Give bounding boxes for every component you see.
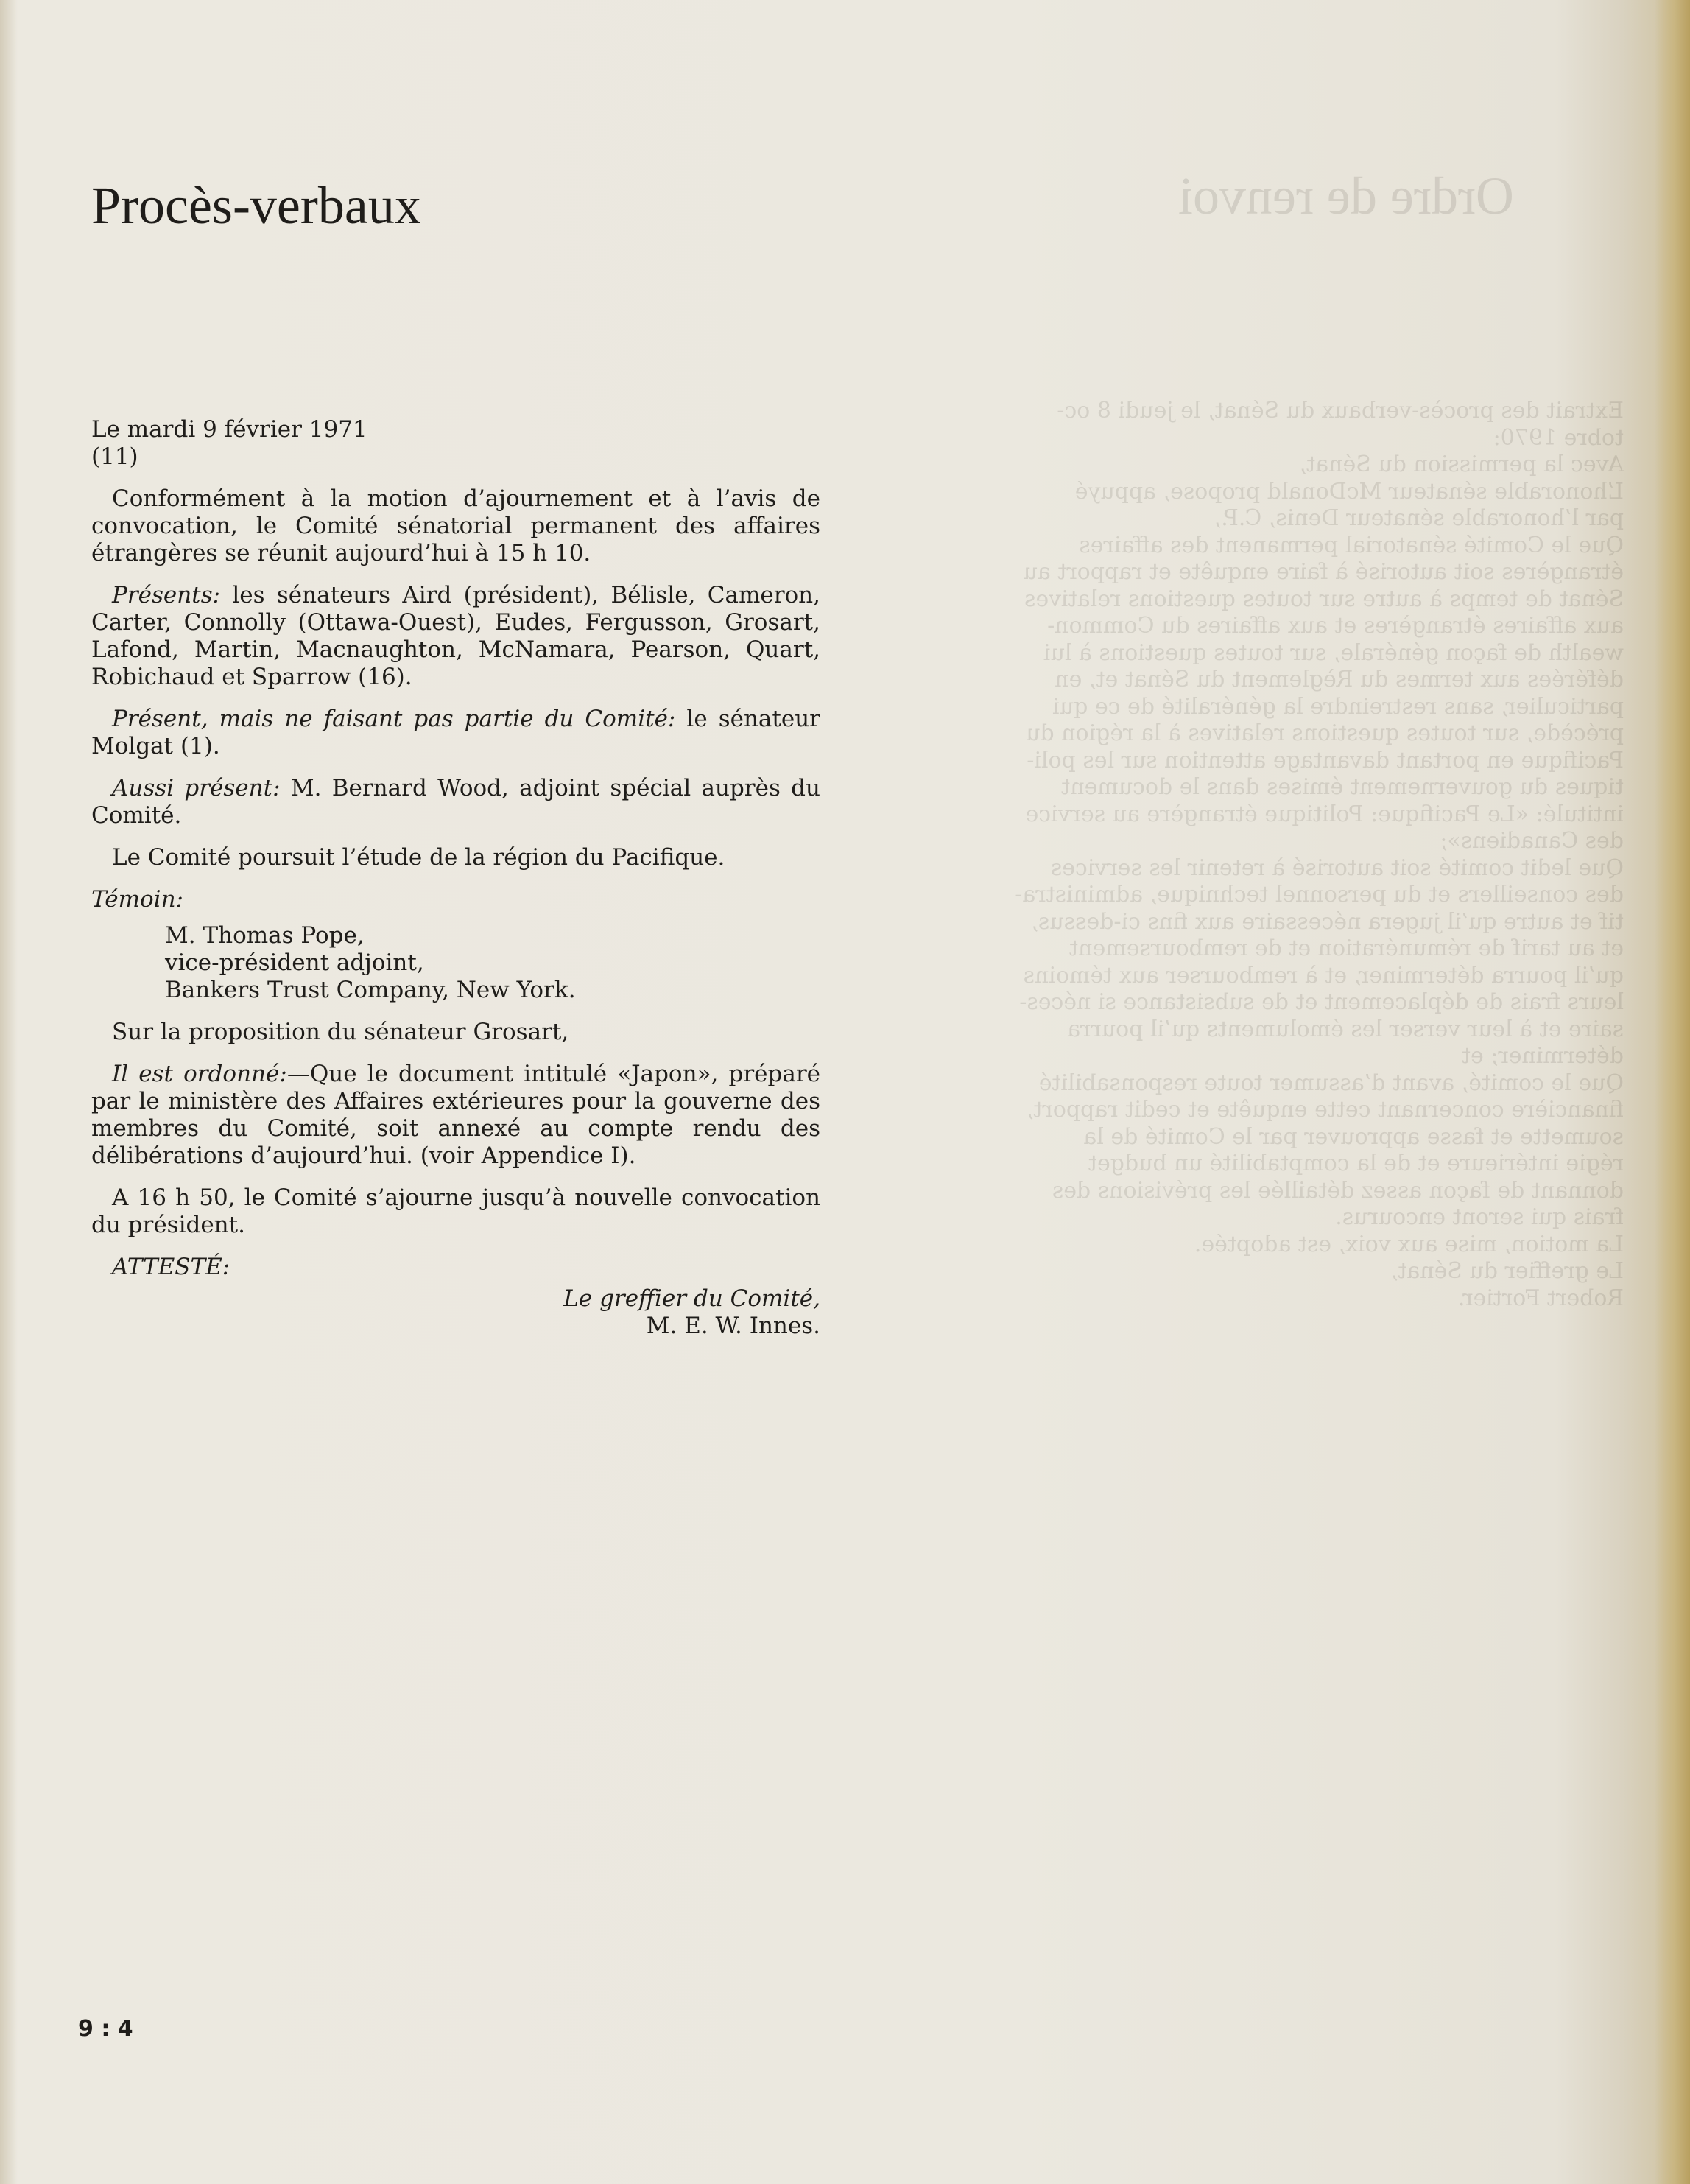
- meeting-number: (11): [91, 443, 138, 470]
- bleed-through-line: Que le Comité sénatorial permanent des affaires: [1079, 532, 1624, 558]
- bleed-through-line: tif et autre qu’il jugera nécessaire aux fins ci-dessus,: [1031, 908, 1624, 935]
- bleed-through-line: L’honorable sénateur McDonald propose, appuyé: [1074, 478, 1624, 505]
- order-paragraph: [91, 1061, 820, 1170]
- non-member-text: le sénateur Molgat (1).: [91, 706, 821, 759]
- bleed-through-line: leurs frais de déplacement et de subsistance si néces-: [1019, 989, 1624, 1015]
- bleed-through-line: financière concernant cette enquête et cedit rapport,: [1026, 1097, 1624, 1123]
- bleed-through-line: tobre 1970:: [1493, 424, 1624, 451]
- bleed-through-line: régie intérieure et de la comptabilité un budget: [1088, 1151, 1624, 1176]
- attest-label: ATTESTÉ:: [112, 1254, 230, 1280]
- bleed-through-line: particulier, sans restreindre la généralité de ce qui: [1052, 693, 1624, 720]
- bleed-through-line: qu’il pourra déterminer, et à rembourser aux témoins: [1023, 962, 1624, 989]
- bleed-through-line: déterminer; et: [1461, 1043, 1624, 1069]
- non-member-paragraph: [91, 706, 820, 760]
- witness-org: Bankers Trust Company, New York.: [165, 977, 576, 1003]
- page-title: Procès-verbaux: [91, 176, 421, 235]
- order-text: —Que le document intitulé «Japon», préparé par le ministère des Affaires extérieures pour la gouverne des membres du Comité, soit annexé au compte rendu des délibérations d’aujourd’hui. (voir Appendice I).: [91, 1061, 821, 1169]
- meeting-date: Le mardi 9 février 1971: [91, 416, 367, 443]
- order-label: Il est ordonné:: [112, 1061, 287, 1087]
- study-paragraph: Le Comité poursuit l’étude de la région du Pacifique.: [112, 844, 725, 871]
- bleed-through-line: déférées aux termes du Règlement du Sénat et, en: [1055, 667, 1624, 692]
- bleed-through-line: La motion, mise aux voix, est adoptée.: [1194, 1231, 1624, 1257]
- bleed-through-line: frais qui seront encourus.: [1335, 1204, 1624, 1230]
- non-member-label: Présent, mais ne faisant pas partie du Comité:: [112, 706, 676, 732]
- witness-label: Témoin:: [91, 886, 183, 913]
- bleed-through-line: soumette et fasse approuver par le Comité de la: [1083, 1123, 1624, 1150]
- bleed-through-line: Que le comité, avant d’assumer toute responsabilité: [1038, 1070, 1624, 1096]
- signature-block: [91, 1285, 820, 1340]
- bleed-through-line: des Canadiens»;: [1440, 828, 1624, 854]
- also-present-paragraph: [91, 775, 820, 829]
- bleed-through-line: Sénat de temps à autre sur toutes questions relatives: [1024, 586, 1624, 612]
- witness-title: vice-président adjoint,: [165, 949, 424, 976]
- clerk-title: Le greffier du Comité,: [563, 1285, 820, 1312]
- witness-name: M. Thomas Pope,: [165, 922, 365, 949]
- also-present-text: M. Bernard Wood, adjoint spécial auprès du Comité.: [91, 775, 820, 829]
- motion-paragraph: Sur la proposition du sénateur Grosart,: [112, 1019, 569, 1045]
- page-folio: 9 : 4: [78, 2016, 133, 2042]
- clerk-name: M. E. W. Innes.: [646, 1313, 820, 1339]
- bleed-through-line: des conseillers et du personnel technique, administra-: [1015, 882, 1624, 907]
- intro-paragraph: Conformément à la motion d’ajournement et à l’avis de convocation, le Comité sénatorial permanent des affaires étrangères se réunit aujourd’hui à 15 h 10.: [91, 485, 820, 566]
- witness-block: [165, 922, 820, 1004]
- bleed-through-line: wealth de façon générale, sur toutes questions à lui: [1043, 639, 1624, 666]
- bleed-through-line: intitulé: «Le Pacifique: Politique étrangère au service: [1025, 801, 1624, 827]
- bleed-through-line: Pacifique en portant davantage attention sur les poli-: [1027, 747, 1624, 773]
- bleed-through-line: Le greffier du Sénat,: [1390, 1258, 1624, 1284]
- bleed-through-line: Robert Fortier.: [1457, 1285, 1624, 1311]
- bleed-through-line: donnant de façon assez détaillée les prévisions des: [1052, 1177, 1624, 1204]
- bleed-through-line: par l’honorable sénateur Denis, C.P.,: [1214, 505, 1624, 531]
- presents-text: les sénateurs Aird (président), Bélisle, Cameron, Carter, Connolly (Ottawa-Ouest), Eudes, Fergusson, Grosart, Lafond, Martin, Macnaughton, McNamara, Pearson, Quart, Robichaud et Sparrow (16).: [91, 582, 820, 690]
- bleed-through-line: Avec la permission du Sénat,: [1299, 452, 1624, 477]
- minutes-body: [91, 416, 820, 1340]
- page-left-shadow: [0, 0, 18, 2184]
- bleed-through-line: tiques du gouvernement émises dans le document: [1061, 774, 1624, 800]
- book-binding-edge: [1655, 0, 1690, 2184]
- bleed-through-text: [887, 398, 1624, 1312]
- presents-paragraph: [91, 582, 820, 691]
- bleed-through-line: étrangères soit autorisé à faire enquête et rapport au: [1023, 559, 1624, 585]
- bleed-through-line: précède, sur toutes questions relatives à la région du: [1026, 720, 1624, 746]
- bleed-through-line: et au tarif de rémunération et de remboursement: [1069, 935, 1624, 961]
- also-present-label: Aussi présent:: [112, 775, 281, 801]
- bleed-through-line: Extrait des procès-verbaux du Sénat, le jeudi 8 oc-: [1057, 398, 1624, 424]
- presents-label: Présents:: [112, 582, 221, 608]
- bleed-through-title: Ordre de renvoi: [1178, 166, 1514, 225]
- bleed-through-line: saire et à leur verser les émoluments qu’il pourra: [1067, 1016, 1624, 1042]
- bleed-through-line: Que ledit comité soit autorisé à retenir les services: [1050, 854, 1624, 881]
- adjourn-paragraph: A 16 h 50, le Comité s’ajourne jusqu’à nouvelle convocation du président.: [91, 1184, 820, 1238]
- bleed-through-line: aux affaires étrangères et aux affaires du Common-: [1047, 613, 1624, 639]
